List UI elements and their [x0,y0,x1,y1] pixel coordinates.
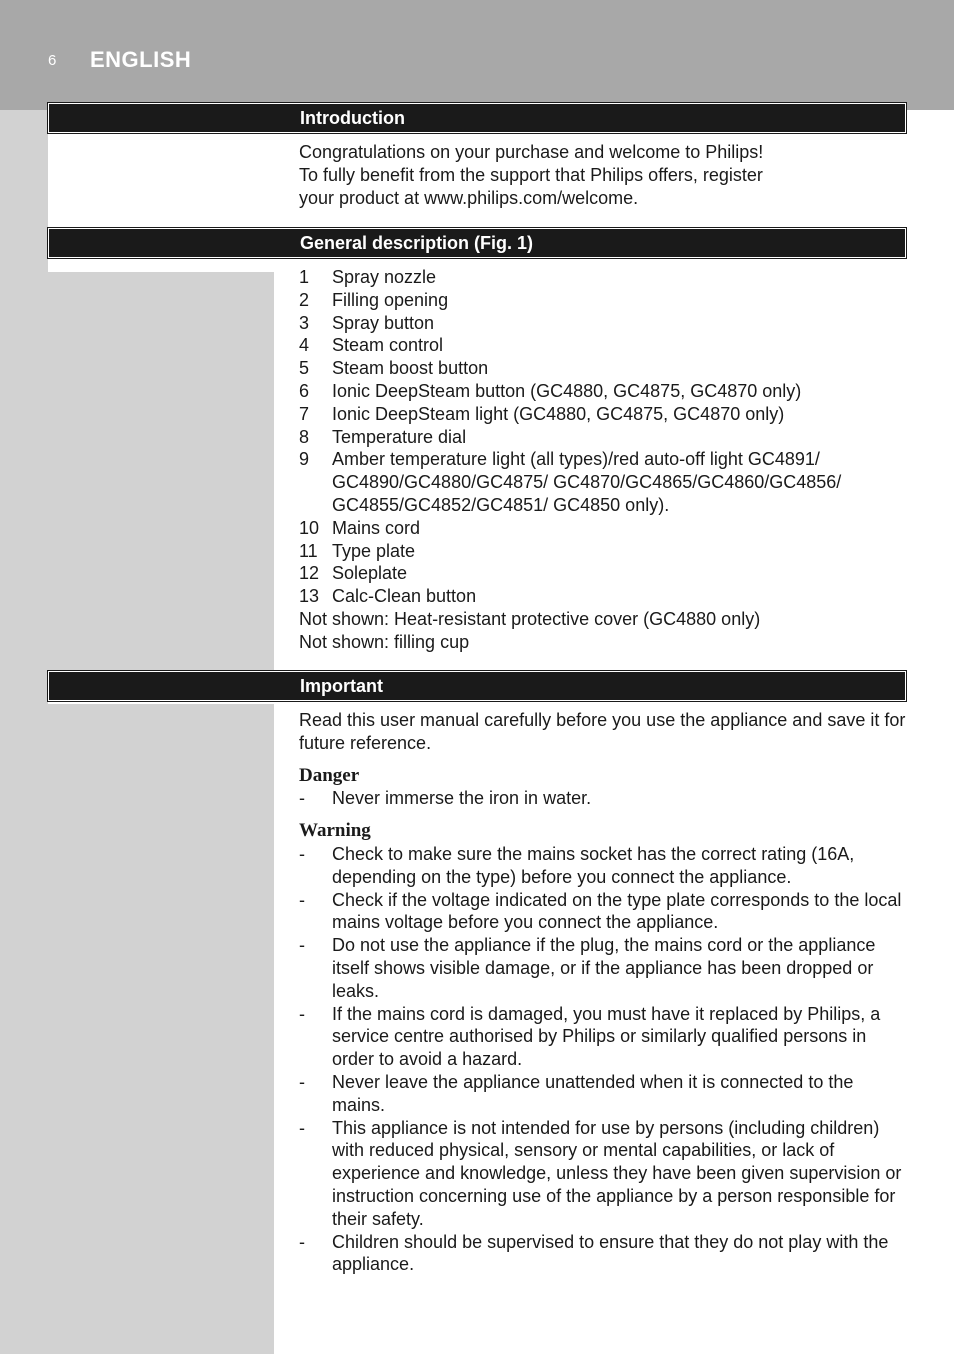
list-item-text: Temperature dial [332,426,467,447]
list-item-text: Do not use the appliance if the plug, the mains cord or the appliance itself shows visible damage, or if the appliance has been dropped or leaks. [332,935,876,1001]
list-item [299,334,879,357]
intro-line: Congratulations on your purchase and welcome to Philips! [299,142,764,162]
list-item-text: Ionic DeepSteam light (GC4880, GC4875, GC4870 only) [332,403,785,424]
list-item-text: Calc-Clean button [332,586,477,607]
list-marker: 10 [299,517,320,538]
list-marker: - [299,1003,305,1024]
list-item-text: Spray button [332,312,435,333]
list-item [299,585,879,608]
list-marker: - [299,788,305,809]
list-item [299,562,879,585]
not-shown-note: Not shown: filling cup [299,631,470,652]
list-item-text: Check if the voltage indicated on the type plate corresponds to the local mains voltage before you connect the appliance. [332,889,902,933]
list-item [299,889,909,935]
list-marker: 12 [299,563,320,584]
important-text [299,709,909,1276]
list-item-text: Amber temperature light (all types)/red auto-off light GC4891/ GC4890/GC4880/GC4875/ GC4870/GC4865/GC4860/GC4856/ GC4855/GC4852/GC4851/ GC4850 only). [332,449,842,515]
list-marker: 9 [299,449,310,470]
section-bar-introduction [48,103,906,133]
list-item [299,426,879,449]
list-marker: - [299,889,305,910]
list-item [299,266,879,289]
list-item [299,312,879,335]
left-margin-column [0,110,274,1354]
list-item-text: Ionic DeepSteam button (GC4880, GC4875, GC4870 only) [332,380,802,401]
margin-spacer [48,132,274,228]
list-item-text: Never immerse the iron in water. [332,788,592,809]
list-item [299,448,879,516]
list-item-text: Type plate [332,540,416,561]
list-marker: 2 [299,289,310,310]
language-heading: ENGLISH [90,47,192,72]
list-item [299,403,879,426]
list-item-text: Steam control [332,335,444,356]
intro-line: To fully benefit from the support that Philips offers, register [299,164,763,185]
list-item-text: This appliance is not intended for use by persons (including children) with reduced physical, sensory or mental capabilities, or lack of experience and knowledge, unless they have been given supervision or instruction concerning use of the appliance by a person responsible for their safety. [332,1117,902,1229]
list-marker: 11 [299,540,318,561]
list-item [299,934,909,1002]
list-marker: 3 [299,312,310,333]
warning-heading: Warning [299,820,371,842]
list-marker: - [299,1071,305,1092]
list-item-text: If the mains cord is damaged, you must have it replaced by Philips, a service centre authorised by Philips or similarly qualified persons in order to avoid a hazard. [332,1003,881,1070]
not-shown-note: Not shown: Heat-resistant protective cover (GC4880 only) [299,608,761,629]
danger-heading: Danger [299,764,360,786]
list-marker: 7 [299,403,310,424]
list-item [299,517,879,540]
list-item [299,289,879,312]
list-item [299,843,909,889]
list-item [299,380,879,403]
list-item [299,540,879,563]
list-item [299,1231,909,1277]
intro-line: your product at www.philips.com/welcome. [299,187,639,208]
list-marker: 8 [299,426,310,447]
list-item-text: Never leave the appliance unattended when it is connected to the mains. [332,1071,854,1115]
list-item-text: Spray nozzle [332,267,437,287]
list-item-text: Filling opening [332,289,449,310]
list-item-text: Children should be supervised to ensure that they do not play with the appliance. [332,1231,889,1275]
section-title: General description (Fig. 1) [300,233,534,253]
section-title: Important [300,676,383,696]
list-marker: 1 [299,267,310,287]
list-item [299,1003,909,1071]
section-bar-important [48,671,906,701]
list-item [299,357,879,380]
page-number: 6 [48,52,57,69]
list-marker: 13 [299,586,320,607]
list-marker: 4 [299,335,310,356]
list-item [299,787,909,810]
margin-spacer [48,257,274,272]
section-bar-general-description [48,228,906,258]
list-item-text: Steam boost button [332,358,489,379]
introduction-text [299,141,909,209]
list-marker: 5 [299,358,310,379]
list-marker: - [299,1231,305,1252]
list-item-text: Soleplate [332,563,408,584]
list-marker: - [299,935,305,956]
list-item-text: Mains cord [332,517,421,538]
list-marker: - [299,1117,305,1138]
important-intro: Read this user manual carefully before you use the appliance and save it for future reference. [299,710,906,753]
list-item [299,1117,909,1231]
general-description-list [299,266,879,654]
list-marker: 6 [299,380,310,401]
list-item-text: Check to make sure the mains socket has the correct rating (16A, depending on the type) before you connect the appliance. [332,843,855,887]
list-marker: - [299,843,305,864]
section-title: Introduction [300,108,405,128]
list-item [299,1071,909,1117]
